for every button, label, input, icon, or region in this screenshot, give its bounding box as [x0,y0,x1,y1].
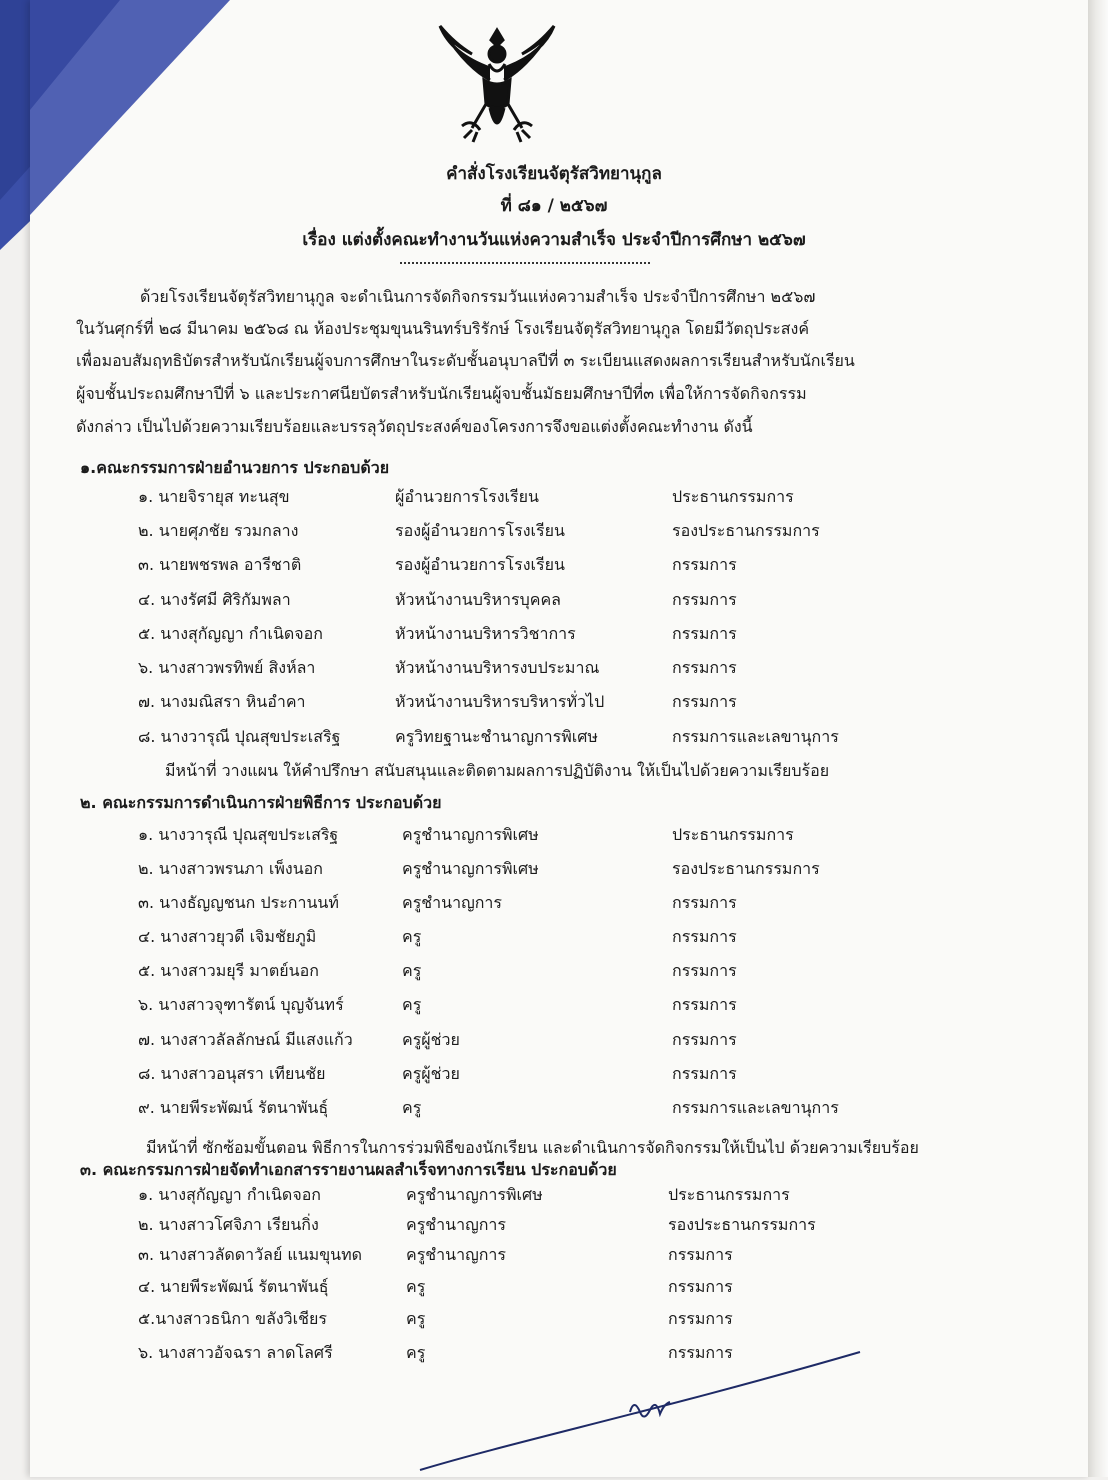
member-name: ๔. นางรัศมี ศิริกัมพลา [138,590,291,609]
member-name: ๒. นางสาวโศจิภา เรียนกิ่ง [138,1215,319,1234]
member-name: ๙. นายพีระพัฒน์ รัตนาพันธุ์ [138,1098,329,1117]
signature-icon [400,1340,880,1480]
member-position: ครู [402,995,422,1014]
member-role: กรรมการ [672,590,737,609]
member-row [0,1243,1108,1273]
member-role: กรรมการและเลขานุการ [672,727,839,746]
intro-line-3: เพื่อมอบสัมฤทธิบัตรสำหรับนักเรียนผู้จบการศึกษาในระดับชั้นอนุบาลปีที่ ๓ ระเบียนแสดงผลการเรียนสำหรับนักเรียน [76,351,855,370]
member-row [0,1307,1108,1337]
member-position: ครูชำนาญการพิเศษ [402,859,539,878]
member-row [0,1096,1108,1126]
member-name: ๑. นางสุกัญญา กำเนิดจอก [138,1185,321,1204]
member-name: ๖. นางสาวจุฑารัตน์ บุญจันทร์ [138,995,344,1014]
section-3-title: ๓. คณะกรรมการฝ่ายจัดทำเอกสารรายงานผลสำเร็จทางการเรียน ประกอบด้วย [80,1160,617,1179]
member-name: ๑. นายจิรายุส ทะนสุข [138,487,290,506]
intro-line-2: ในวันศุกร์ที่ ๒๘ มีนาคม ๒๕๖๘ ณ ห้องประชุมขุนนรินทร์บริรักษ์ โรงเรียนจัตุรัสวิทยานุกูล โดยมีวัตถุประสงค์ [76,319,810,338]
member-role: ประธานกรรมการ [668,1185,790,1204]
member-name: ๖. นางสาวอัจฉรา ลาดโลศรี [138,1343,333,1362]
member-role: กรรมการ [672,692,737,711]
member-role: กรรมการ [672,927,737,946]
member-position: ครูผู้ช่วย [402,1064,460,1083]
member-row [0,519,1108,549]
member-name: ๒. นายศุภชัย รวมกลาง [138,521,299,540]
order-number: ที่ ๘๑ / ๒๕๖๗ [500,196,608,216]
member-name: ๒. นางสาวพรนภา เพ็งนอก [138,859,323,878]
section-2-duty: มีหน้าที่ ซักซ้อมขั้นตอน พิธีการในการร่วมพิธีของนักเรียน และดำเนินการจัดกิจกรรมให้เป็นไป ด้วยความเรียบร้อย [146,1138,919,1157]
member-position: ครูผู้ช่วย [402,1030,460,1049]
member-position: ครู [406,1309,426,1328]
member-name: ๕.นางสาวธนิกา ขลังวิเชียร [138,1309,327,1328]
member-name: ๕. นางสาวมยุรี มาตย์นอก [138,961,319,980]
member-row [0,823,1108,853]
member-row [0,1062,1108,1092]
member-role: กรรมการ [672,1030,737,1049]
member-position: หัวหน้างานบริหารวิชาการ [395,624,576,643]
garuda-emblem-icon [432,18,562,148]
member-position: หัวหน้างานบริหารงบประมาณ [395,658,600,677]
member-row [0,553,1108,583]
member-position: ครูวิทยฐานะชำนาญการพิเศษ [395,727,598,746]
member-row [0,857,1108,887]
member-position: ครูชำนาญการ [402,893,502,912]
member-role: รองประธานกรรมการ [668,1215,816,1234]
member-role: กรรมการ [672,893,737,912]
member-role: กรรมการ [672,624,737,643]
member-position: ครู [406,1277,426,1296]
member-position: รองผู้อำนวยการโรงเรียน [395,555,565,574]
member-row [0,690,1108,720]
section-1-duty: มีหน้าที่ วางแผน ให้คำปรึกษา สนับสนุนและติดตามผลการปฏิบัติงาน ให้เป็นไปด้วยความเรียบร้อย [165,761,830,780]
member-position: ครู [406,1343,426,1362]
member-role: กรรมการ [668,1343,733,1362]
member-role: กรรมการ [672,961,737,980]
section-2-title: ๒. คณะกรรมการดำเนินการฝ่ายพิธีการ ประกอบด้วย [80,793,442,812]
member-name: ๔. นายพีระพัฒน์ รัตนาพันธุ์ [138,1277,329,1296]
divider [400,262,650,264]
member-row [0,588,1108,618]
member-role: กรรมการ [668,1309,733,1328]
member-row [0,1183,1108,1213]
member-name: ๗. นางมณิสรา หินอำคา [138,692,306,711]
member-position: ครู [402,1098,422,1117]
member-role: กรรมการ [668,1245,733,1264]
member-role: ประธานกรรมการ [672,487,794,506]
member-position: ครูชำนาญการ [406,1245,506,1264]
intro-line-1: ด้วยโรงเรียนจัตุรัสวิทยานุกูล จะดำเนินการจัดกิจกรรมวันแห่งความสำเร็จ ประจำปีการศึกษา ๒๕๖๗ [140,287,816,306]
member-row [0,656,1108,686]
member-name: ๖. นางสาวพรทิพย์ สิงห์ลา [138,658,316,677]
member-name: ๗. นางสาวลัลลักษณ์ มีแสงแก้ว [138,1030,353,1049]
member-position: หัวหน้างานบริหารบุคคล [395,590,561,609]
order-title: คำสั่งโรงเรียนจัตุรัสวิทยานุกูล [446,164,662,184]
intro-line-5: ดังกล่าว เป็นไปด้วยความเรียบร้อยและบรรลุวัตถุประสงค์ของโครงการจึงขอแต่งตั้งคณะทำงาน ดังนี้ [76,417,753,436]
member-row [0,725,1108,755]
member-name: ๓. นางสาวลัดดาวัลย์ แนมขุนทด [138,1245,363,1264]
member-row [0,1028,1108,1058]
member-row [0,1213,1108,1243]
member-role: ประธานกรรมการ [672,825,794,844]
member-name: ๔. นางสาวยุวดี เจิมชัยภูมิ [138,927,317,946]
member-name: ๓. นางธัญญชนก ประกานนท์ [138,893,339,912]
member-row [0,959,1108,989]
member-name: ๘. นางวารุณี ปุณสุขประเสริฐ [138,727,341,746]
member-role: รองประธานกรรมการ [672,521,820,540]
member-role: กรรมการและเลขานุการ [672,1098,839,1117]
member-position: ครูชำนาญการพิเศษ [402,825,539,844]
member-role: กรรมการ [672,1064,737,1083]
member-position: ครูชำนาญการพิเศษ [406,1185,543,1204]
order-subject: เรื่อง แต่งตั้งคณะทำงานวันแห่งความสำเร็จ ประจำปีการศึกษา ๒๕๖๗ [302,230,806,250]
member-name: ๓. นายพชรพล อารีชาติ [138,555,302,574]
member-row [0,891,1108,921]
member-row [0,622,1108,652]
member-position: ครูชำนาญการ [406,1215,506,1234]
member-position: รองผู้อำนวยการโรงเรียน [395,521,565,540]
member-row [0,993,1108,1023]
member-row [0,1275,1108,1305]
member-position: ครู [402,927,422,946]
member-position: ครู [402,961,422,980]
member-role: กรรมการ [668,1277,733,1296]
member-row [0,925,1108,955]
member-position: ผู้อำนวยการโรงเรียน [395,487,539,506]
member-position: หัวหน้างานบริหารบริหารทั่วไป [395,692,605,711]
member-role: รองประธานกรรมการ [672,859,820,878]
section-1-title: ๑.คณะกรรมการฝ่ายอำนวยการ ประกอบด้วย [80,458,390,477]
member-name: ๘. นางสาวอนุสรา เทียนชัย [138,1064,326,1083]
member-role: กรรมการ [672,555,737,574]
intro-line-4: ผู้จบชั้นประถมศึกษาปีที่ ๖ และประกาศนียบัตรสำหรับนักเรียนผู้จบชั้นมัธยมศึกษาปีที่๓ เพื่อให้การจัดกิจกรรม [76,384,807,403]
member-row [0,485,1108,515]
member-role: กรรมการ [672,658,737,677]
member-name: ๕. นางสุกัญญา กำเนิดจอก [138,624,323,643]
member-role: กรรมการ [672,995,737,1014]
member-name: ๑. นางวารุณี ปุณสุขประเสริฐ [138,825,339,844]
